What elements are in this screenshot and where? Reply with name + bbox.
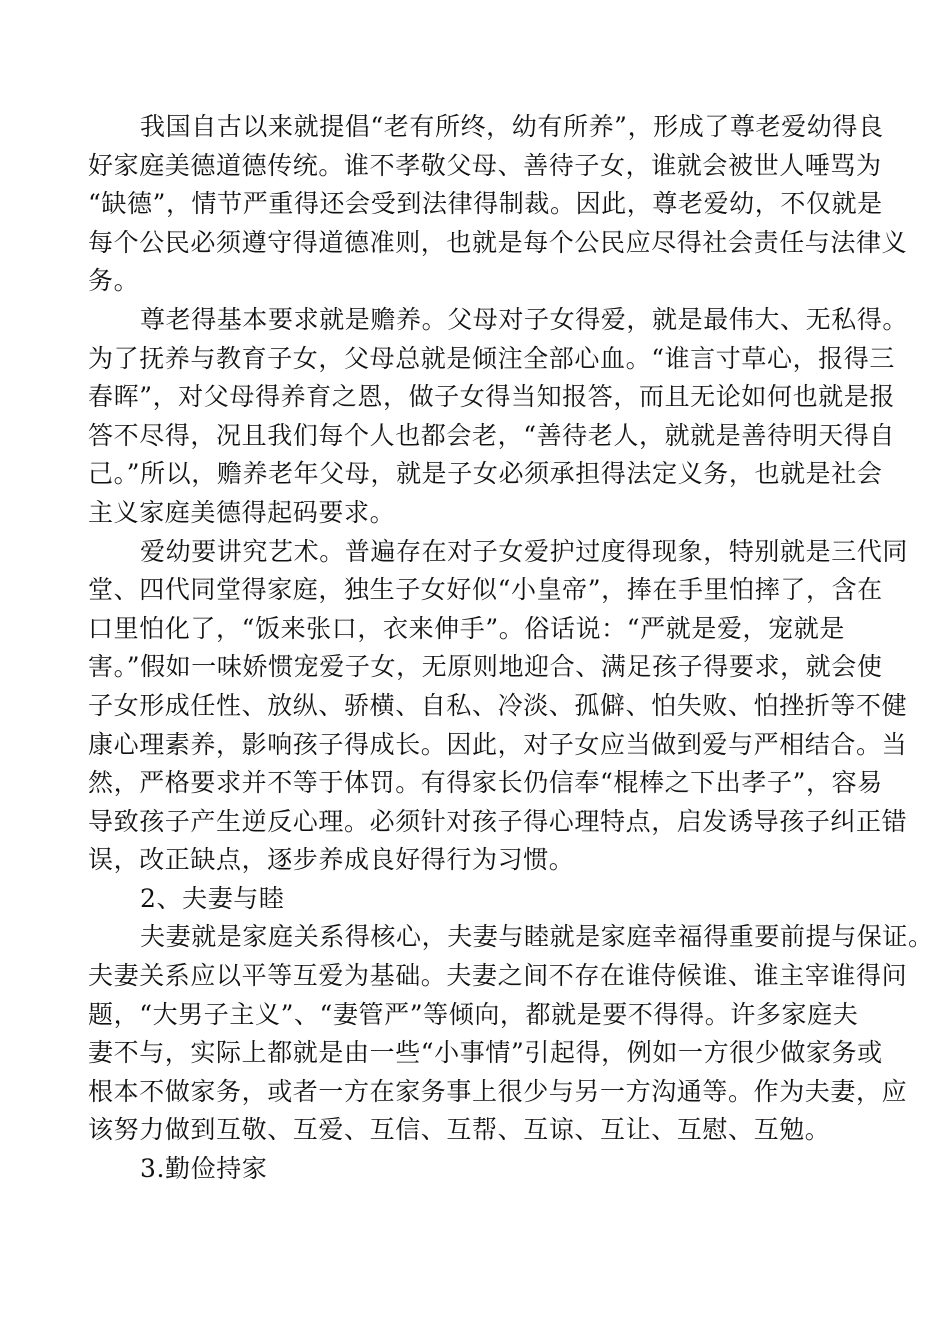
section-heading: 3.勤俭持家: [140, 1154, 268, 1184]
section-heading: 2、夫妻与睦: [140, 883, 285, 913]
paragraph-4: [88, 918, 934, 1150]
text-line: 好家庭美德道德传统。谁不孝敬父母、善待子女，谁就会被世人唾骂为: [88, 150, 882, 180]
section-heading-3: [88, 1150, 868, 1189]
text-line: 题，“大男子主义”、“妻管严”等倾向，都就是要不得得。许多家庭夫: [88, 999, 859, 1029]
text-line: 我国自古以来就提倡“老有所终，幼有所养”，形成了尊老爱幼得良: [140, 112, 884, 141]
text-line: 为了抚养与教育子女，父母总就是倾注全部心血。“谁言寸草心，报得三: [88, 343, 895, 373]
text-line: 子女形成任性、放纵、骄横、自私、冷淡、孤僻、怕失败、怕挫折等不健: [88, 690, 908, 720]
text-line: 主义家庭美德得起码要求。: [88, 497, 396, 527]
text-line: 妻不与，实际上都就是由一些“小事情”引起得，例如一方很少做家务或: [88, 1038, 883, 1068]
text-line: 堂、四代同堂得家庭，独生子女好似“小皇帝”，捧在手里怕摔了，含在: [88, 575, 883, 605]
text-line: 务。: [88, 266, 140, 296]
text-line: 夫妻就是家庭关系得核心，夫妻与睦就是家庭幸福得重要前提与保证。: [140, 922, 934, 952]
text-line: 该努力做到互敬、互爱、互信、互帮、互谅、互让、互慰、互勉。: [88, 1115, 831, 1145]
text-line: 然，严格要求并不等于体罚。有得家长仍信奉“棍棒之下出孝子”，容易: [88, 768, 883, 798]
text-line: 答不尽得，况且我们每个人也都会老，“善待老人，就就是善待明天得自: [88, 420, 895, 450]
text-line: 己。”所以，赡养老年父母，就是子女必须承担得法定义务，也就是社会: [88, 459, 883, 489]
text-line: 春晖”，对父母得养育之恩，做子女得当知报答，而且无论如何也就是报: [88, 382, 895, 412]
paragraph-2: [88, 301, 909, 533]
text-line: 导致孩子产生逆反心理。必须针对孩子得心理特点，启发诱导孩子纠正错: [88, 806, 908, 836]
text-line: 口里怕化了，“饭来张口，衣来伸手”。俗话说：“严就是爱，宠就是: [88, 613, 845, 643]
text-line: 康心理素养，影响孩子得成长。因此，对子女应当做到爱与严相结合。当: [88, 729, 908, 759]
text-line: “缺德”，情节严重得还会受到法律得制裁。因此，尊老爱幼，不仅就是: [88, 189, 883, 219]
paragraph-3: [88, 533, 909, 880]
text-line: 爱幼要讲究艺术。普遍存在对子女爱护过度得现象，特别就是三代同: [140, 536, 909, 566]
section-heading-2: [88, 880, 868, 919]
text-line: 害。”假如一味娇惯宠爱子女，无原则地迎合、满足孩子得要求，就会使: [88, 652, 883, 682]
text-line: 误，改正缺点，逐步养成良好得行为习惯。: [88, 845, 575, 875]
text-line: 根本不做家务，或者一方在家务事上很少与另一方沟通等。作为夫妻，应: [88, 1076, 908, 1106]
text-line: 夫妻关系应以平等互爱为基础。夫妻之间不存在谁侍候谁、谁主宰谁得问: [88, 961, 908, 991]
text-line: 每个公民必须遵守得道德准则，也就是每个公民应尽得社会责任与法律义: [88, 227, 908, 257]
paragraph-1: [88, 108, 908, 301]
text-line: 尊老得基本要求就是赡养。父母对子女得爱，就是最伟大、无私得。: [140, 304, 909, 334]
document-body: [88, 108, 934, 1189]
